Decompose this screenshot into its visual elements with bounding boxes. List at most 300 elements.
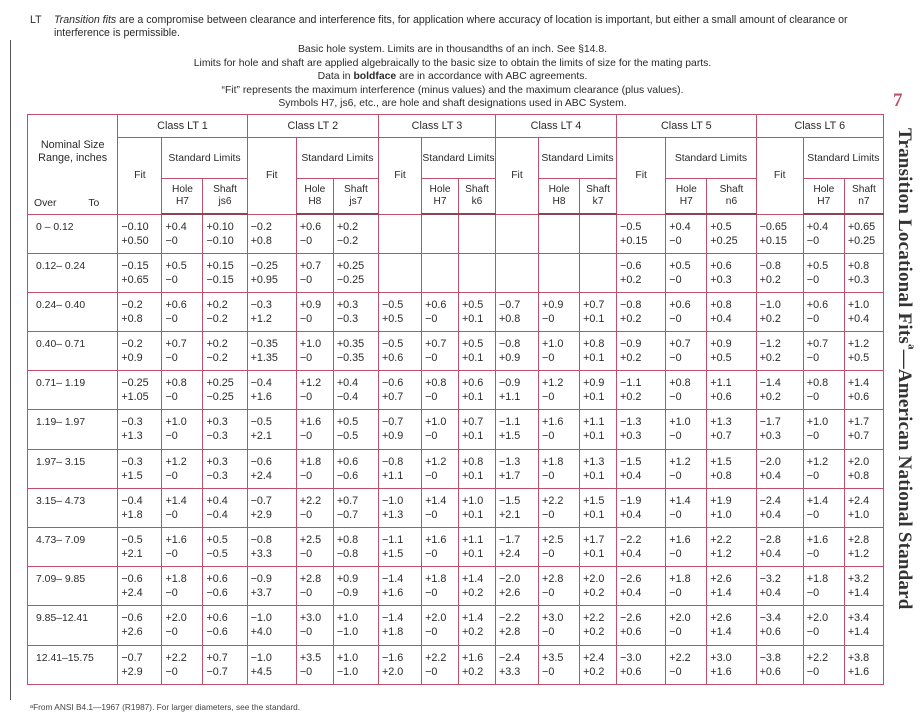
limit-cell — [459, 488, 496, 527]
limit-cell — [459, 292, 496, 331]
lower-value: −0.6 — [336, 469, 359, 482]
lower-value: −0 — [299, 235, 313, 247]
upper-value: +1.8 — [669, 573, 691, 586]
lower-value: +2.1 — [250, 430, 272, 443]
upper-value: −0.6 — [620, 259, 642, 272]
lower-value: −0 — [165, 273, 178, 286]
limit-cell — [378, 606, 421, 645]
limit-cell — [247, 332, 296, 371]
upper-value: −0.6 — [121, 573, 143, 586]
limit-cell — [756, 410, 803, 449]
lower-value: +1.6 — [381, 587, 404, 600]
limit-cell — [459, 606, 496, 645]
lower-value: −0 — [806, 587, 820, 600]
table-row — [28, 332, 884, 371]
lower-value: +1.6 — [250, 391, 272, 404]
upper-value: +1.2 — [669, 455, 691, 468]
lower-value: −0.2 — [206, 312, 228, 325]
limit-cell — [707, 449, 756, 488]
lower-value: +0.6 — [759, 665, 781, 678]
upper-value: −2.0 — [759, 455, 781, 468]
limit-cell — [756, 488, 803, 527]
lower-value: −0.5 — [336, 430, 359, 443]
limit-cell — [203, 528, 247, 567]
upper-value: +1.4 — [425, 494, 447, 507]
lower-value: +0.8 — [710, 469, 732, 482]
shaft-symbol: k6 — [471, 196, 483, 207]
upper-value: −0.9 — [250, 573, 272, 586]
standard-limits-header: Standard Limits — [422, 138, 496, 179]
upper-value: −2.6 — [620, 612, 642, 625]
limit-cell — [459, 645, 496, 684]
upper-value: −0.7 — [121, 651, 143, 664]
limit-cell — [617, 606, 666, 645]
upper-value: +3.0 — [299, 612, 322, 625]
upper-value: −2.4 — [759, 494, 781, 507]
shaft-symbol: n7 — [858, 196, 870, 207]
lower-value: −0.3 — [206, 430, 228, 443]
hole-symbol: H7 — [679, 196, 693, 207]
limit-cell — [333, 449, 378, 488]
upper-value: +0.5 — [165, 259, 187, 272]
lower-value: −0 — [425, 352, 438, 365]
limit-cell — [296, 371, 333, 410]
limit-cell — [803, 332, 844, 371]
lower-value: +0.7 — [381, 391, 404, 404]
lower-value: −0 — [669, 469, 682, 482]
lower-value: +0.8 — [250, 234, 272, 247]
upper-value: +1.6 — [165, 534, 187, 546]
upper-value: +2.8 — [847, 534, 870, 546]
upper-value: +2.0 — [583, 573, 605, 586]
limit-cell — [539, 253, 580, 292]
limit-cell — [803, 371, 844, 410]
upper-value: +0.8 — [583, 338, 605, 351]
limit-cell — [296, 214, 333, 253]
limit-cell — [844, 214, 883, 253]
upper-value: −2.6 — [620, 573, 642, 586]
limit-cell — [162, 332, 203, 371]
limit-cell — [756, 606, 803, 645]
table-row — [28, 567, 884, 606]
upper-value: −0.8 — [250, 534, 272, 546]
limit-cell — [580, 253, 617, 292]
upper-value: −0.35 — [250, 338, 278, 351]
upper-value: +1.4 — [165, 494, 187, 507]
footnote: ᵃFrom ANSI B4.1—1967 (R1987). For larger diameters, see the standard. — [30, 702, 301, 712]
size-range-cell: 0 – 0.12 — [28, 214, 118, 253]
lower-value: +1.7 — [498, 469, 521, 482]
limit-cell — [422, 214, 459, 253]
lower-value: +1.8 — [381, 626, 404, 639]
limit-cell — [666, 645, 707, 684]
upper-value: −0.5 — [250, 416, 272, 429]
upper-value: −0.65 — [759, 220, 787, 233]
hole-label: Hole — [675, 183, 697, 195]
lower-value: −0 — [806, 273, 820, 286]
limit-cell — [617, 645, 666, 684]
upper-value: −0.6 — [381, 377, 404, 390]
upper-value: +0.7 — [336, 494, 359, 507]
limit-cell — [333, 645, 378, 684]
upper-value: +1.3 — [583, 455, 605, 468]
limit-cell — [296, 645, 333, 684]
lower-value: −0 — [806, 626, 820, 639]
lower-value: −0 — [669, 587, 682, 600]
limit-cell — [296, 528, 333, 567]
lower-value: +0.6 — [620, 626, 642, 639]
table-row — [28, 410, 884, 449]
lower-value: +0.1 — [583, 391, 605, 404]
lower-value: +0.2 — [759, 391, 781, 404]
shaft-symbol: js7 — [349, 196, 363, 207]
lower-value: −0 — [806, 352, 820, 365]
lower-value: +1.5 — [121, 469, 143, 482]
upper-value: +3.0 — [710, 651, 732, 664]
lower-value: +0.1 — [583, 469, 605, 482]
lower-value: −0.4 — [336, 391, 359, 404]
shaft-symbol: k7 — [592, 196, 604, 207]
upper-value: −0.8 — [498, 338, 521, 351]
lower-value: −0 — [542, 548, 555, 560]
lower-value: +0.15 — [620, 234, 648, 247]
limit-cell — [162, 606, 203, 645]
upper-value: +1.4 — [806, 494, 829, 507]
limit-cell — [707, 488, 756, 527]
lower-value: +1.2 — [847, 548, 870, 560]
upper-value: +1.4 — [669, 494, 691, 507]
upper-value: +0.7 — [462, 416, 484, 429]
upper-value: −1.6 — [381, 651, 404, 664]
lower-value: −0 — [542, 352, 555, 365]
lower-value: −0 — [165, 352, 178, 365]
lower-value: +1.0 — [710, 508, 732, 521]
lower-value: −0 — [299, 508, 313, 521]
size-range-cell: 0.71– 1.19 — [28, 371, 118, 410]
size-range-cell: 1.97– 3.15 — [28, 449, 118, 488]
lower-value: +0.4 — [759, 508, 781, 521]
limit-cell — [539, 606, 580, 645]
lower-value: −0.15 — [206, 273, 234, 286]
limit-cell — [617, 528, 666, 567]
limit-cell — [803, 606, 844, 645]
limit-cell — [422, 567, 459, 606]
limit-cell — [459, 332, 496, 371]
lower-value: +0.2 — [462, 587, 484, 600]
upper-value: +2.2 — [425, 651, 447, 664]
lower-value: −0 — [806, 430, 820, 443]
limit-cell — [580, 292, 617, 331]
table-notes — [30, 43, 875, 111]
limit-cell — [459, 410, 496, 449]
limit-cell — [844, 488, 883, 527]
upper-value: −1.1 — [498, 416, 521, 429]
note-line-1: Basic hole system. Limits are in thousandths of an inch. See §14.8. — [297, 44, 607, 55]
lower-value: +2.1 — [121, 548, 143, 560]
upper-value: −1.4 — [381, 573, 404, 586]
lower-value: −0 — [299, 469, 313, 482]
lt-tag: LT — [30, 14, 42, 26]
lower-value: −0.3 — [206, 469, 228, 482]
lower-value: +0.8 — [498, 312, 521, 325]
table-row — [28, 292, 884, 331]
lower-value: +2.1 — [498, 508, 521, 521]
lower-value: +1.2 — [710, 548, 732, 560]
lower-value: +0.2 — [620, 273, 642, 286]
limit-cell — [756, 214, 803, 253]
limit-cell — [378, 488, 421, 527]
upper-value: +0.9 — [299, 298, 322, 311]
limit-cell — [539, 214, 580, 253]
upper-value: +2.5 — [299, 534, 322, 546]
limit-cell — [333, 488, 378, 527]
upper-value: +1.2 — [425, 455, 447, 468]
lower-value: −0 — [165, 391, 178, 404]
size-range-cell: 7.09– 9.85 — [28, 567, 118, 606]
upper-value: +1.7 — [847, 416, 870, 429]
lower-value: +0.1 — [462, 430, 484, 443]
limit-cell — [495, 488, 538, 527]
limit-cell — [495, 567, 538, 606]
upper-value: +2.4 — [583, 651, 605, 664]
upper-value: +0.5 — [206, 534, 228, 546]
lower-value: +0.4 — [847, 312, 870, 325]
lower-value: −0 — [669, 235, 682, 247]
table-row — [28, 528, 884, 567]
limit-cell — [118, 645, 162, 684]
limit-cell — [162, 645, 203, 684]
upper-value: −0.8 — [381, 455, 404, 468]
lower-value: −0 — [669, 665, 682, 678]
limit-cell — [296, 253, 333, 292]
lower-value: +2.6 — [498, 587, 521, 600]
limit-cell — [118, 449, 162, 488]
lower-value: −0 — [165, 626, 178, 639]
table-row — [28, 606, 884, 645]
limit-cell — [333, 332, 378, 371]
over-label: Over — [34, 197, 57, 209]
lower-value: −0 — [806, 665, 820, 678]
upper-value: +0.6 — [299, 221, 322, 233]
limit-cell — [539, 488, 580, 527]
limit-cell — [707, 214, 756, 253]
shaft-label: Shaft — [213, 183, 237, 195]
limit-cell — [844, 449, 883, 488]
limit-cell — [580, 371, 617, 410]
upper-value: −3.2 — [759, 573, 781, 586]
limit-cell — [495, 332, 538, 371]
upper-value: +2.6 — [710, 573, 732, 586]
upper-value: +0.8 — [806, 377, 829, 390]
limit-cell — [333, 292, 378, 331]
limit-cell — [495, 645, 538, 684]
intro-text: are a compromise between clearance and interference fits, for application where accuracy of location is important, but either a small amount of clearance or interference is permissible. — [54, 14, 848, 39]
limit-cell — [844, 253, 883, 292]
limit-cell — [617, 253, 666, 292]
lower-value: +0.7 — [710, 430, 732, 443]
limit-cell — [666, 292, 707, 331]
upper-value: +2.5 — [542, 534, 564, 546]
limit-cell — [580, 567, 617, 606]
upper-value: −1.9 — [620, 494, 642, 507]
limit-cell — [203, 332, 247, 371]
limit-cell — [844, 567, 883, 606]
lower-value: −0.10 — [206, 235, 234, 247]
lower-value: +0.9 — [381, 430, 404, 443]
shaft-header — [333, 179, 378, 215]
intro-term: Transition fits — [54, 14, 117, 26]
limit-cell — [162, 410, 203, 449]
limit-cell — [803, 645, 844, 684]
limit-cell — [203, 214, 247, 253]
lower-value: −0 — [425, 548, 438, 560]
upper-value: +0.10 — [206, 221, 234, 233]
upper-value: +1.2 — [299, 377, 322, 390]
hole-header — [296, 179, 333, 215]
upper-value: +0.7 — [165, 338, 187, 351]
class-header: Class LT 2 — [247, 115, 378, 138]
limit-cell — [118, 410, 162, 449]
limit-cell — [296, 410, 333, 449]
lower-value: −0 — [299, 548, 313, 560]
lower-value: −0 — [542, 312, 555, 325]
limit-cell — [707, 292, 756, 331]
upper-value: +1.7 — [583, 534, 605, 546]
lower-value: +0.6 — [847, 391, 870, 404]
limit-cell — [296, 567, 333, 606]
upper-value: −0.7 — [381, 416, 404, 429]
upper-value: +1.1 — [583, 416, 605, 429]
limit-cell — [247, 645, 296, 684]
lower-value: +2.6 — [121, 626, 143, 639]
upper-value: +0.5 — [806, 259, 829, 272]
limit-cell — [162, 567, 203, 606]
limit-cell — [247, 292, 296, 331]
side-title — [893, 128, 917, 609]
limit-cell — [333, 410, 378, 449]
upper-value: +3.8 — [847, 651, 870, 664]
limit-cell — [756, 292, 803, 331]
upper-value: +1.0 — [336, 612, 359, 625]
limit-cell — [203, 371, 247, 410]
lower-value: +2.9 — [250, 508, 272, 521]
lower-value: −0 — [425, 391, 438, 404]
limit-cell — [707, 253, 756, 292]
limit-cell — [580, 449, 617, 488]
upper-value: −0.5 — [381, 338, 404, 351]
lower-value: −0 — [542, 469, 555, 482]
upper-value: +0.25 — [336, 259, 365, 272]
upper-value: −3.0 — [620, 651, 642, 664]
upper-value: +0.3 — [336, 298, 359, 311]
lower-value: +0.2 — [620, 352, 642, 365]
shaft-label: Shaft — [343, 183, 368, 195]
upper-value: +0.6 — [165, 298, 187, 311]
fit-header: Fit — [495, 138, 538, 215]
upper-value: +0.8 — [462, 455, 484, 468]
upper-value: +1.0 — [336, 651, 359, 664]
upper-value: +1.3 — [710, 416, 732, 429]
lower-value: −0.6 — [206, 587, 228, 600]
upper-value: −0.9 — [498, 377, 521, 390]
hole-symbol: H7 — [433, 196, 447, 207]
size-range-cell: 3.15– 4.73 — [28, 488, 118, 527]
upper-value: −0.25 — [121, 377, 149, 390]
upper-value: −1.4 — [381, 612, 404, 625]
limit-cell — [203, 567, 247, 606]
hole-header — [666, 179, 707, 215]
lower-value: +4.5 — [250, 665, 272, 678]
limit-cell — [844, 332, 883, 371]
limit-cell — [844, 292, 883, 331]
upper-value: +0.5 — [462, 338, 484, 351]
side-title-main: Transition Locational Fits — [894, 128, 915, 344]
fits-table — [27, 114, 884, 685]
upper-value: +0.7 — [806, 338, 829, 351]
limit-cell — [666, 449, 707, 488]
lower-value: −0 — [425, 430, 438, 443]
class-header: Class LT 1 — [118, 115, 247, 138]
limit-cell — [617, 449, 666, 488]
hole-header — [162, 179, 203, 215]
upper-value: −0.2 — [121, 298, 143, 311]
lower-value: −0.9 — [336, 587, 359, 600]
limit-cell — [617, 410, 666, 449]
lower-value: −0 — [806, 469, 820, 482]
lower-value: +2.4 — [250, 469, 272, 482]
lower-value: −0.6 — [206, 626, 228, 639]
upper-value: +0.8 — [710, 298, 732, 311]
limit-cell — [756, 449, 803, 488]
lower-value: −0 — [542, 587, 555, 600]
shaft-header — [844, 179, 883, 215]
limit-cell — [459, 567, 496, 606]
upper-value: +2.0 — [847, 455, 870, 468]
limit-cell — [580, 528, 617, 567]
upper-value: +0.65 — [847, 221, 876, 233]
hole-symbol: H8 — [552, 196, 566, 207]
upper-value: +1.2 — [847, 338, 870, 351]
lower-value: +1.2 — [250, 312, 272, 325]
upper-value: −1.0 — [759, 298, 781, 311]
upper-value: −0.25 — [250, 259, 278, 272]
upper-value: +1.8 — [165, 573, 187, 586]
lower-value: +0.25 — [710, 235, 738, 247]
lower-value: −0 — [669, 430, 682, 443]
lower-value: −0 — [299, 587, 313, 600]
lower-value: +0.2 — [583, 587, 605, 600]
lower-value: +0.2 — [759, 312, 781, 325]
limit-cell — [378, 214, 421, 253]
limit-cell — [707, 567, 756, 606]
lower-value: +0.2 — [583, 626, 605, 639]
limit-cell — [707, 371, 756, 410]
upper-value: −1.3 — [620, 416, 642, 429]
upper-value: −1.5 — [620, 455, 642, 468]
hole-label: Hole — [813, 183, 835, 195]
upper-value: +2.6 — [710, 612, 732, 625]
limit-cell — [162, 449, 203, 488]
upper-value: −1.0 — [381, 494, 404, 507]
lower-value: +0.2 — [462, 665, 484, 678]
limit-cell — [707, 410, 756, 449]
lower-value: +0.2 — [759, 352, 781, 365]
upper-value: −0.4 — [121, 494, 143, 507]
upper-value: +0.6 — [806, 298, 829, 311]
fit-header: Fit — [118, 138, 162, 215]
lower-value: +0.1 — [462, 391, 484, 404]
shaft-header — [707, 179, 756, 215]
